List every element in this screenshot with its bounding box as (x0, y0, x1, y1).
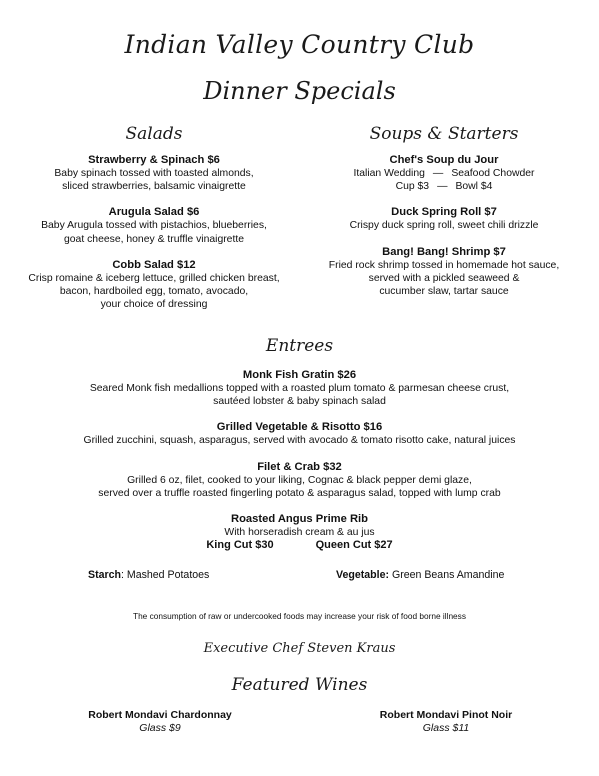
item-desc: served with a pickled seaweed & (368, 272, 520, 284)
item-desc: Crispy duck spring roll, sweet chili drizzle (349, 220, 539, 232)
queen-cut: Queen Cut $27 (315, 539, 393, 552)
menu-item (20, 460, 579, 500)
menu-title: Dinner Specials (203, 77, 396, 105)
menu-item (20, 153, 288, 193)
item-desc: Baby spinach tossed with toasted almonds, (54, 168, 254, 179)
item-desc: served over a truffle roasted fingerling potato & asparagus salad, topped with lump crab (98, 487, 501, 499)
starch-value: Mashed Potatoes (126, 569, 210, 581)
dash: — (432, 168, 444, 179)
entrees-list (20, 368, 579, 564)
item-name: Filet & Crab $32 (257, 460, 342, 473)
starch-colon: : (120, 569, 124, 581)
soup-price: Bowl $4 (455, 181, 493, 193)
starch-line (88, 569, 209, 582)
entrees-heading: Entrees (265, 336, 334, 356)
executive-chef: Executive Chef Steven Kraus (203, 641, 396, 656)
king-cut: King Cut $30 (206, 539, 274, 552)
wine-item (346, 709, 546, 735)
menu-item (305, 153, 583, 193)
item-name: Bang! Bang! Shrimp $7 (382, 245, 506, 258)
soups-heading: Soups & Starters (369, 124, 519, 144)
menu-item (20, 205, 288, 245)
vegetable-value: Green Beans Amandine (391, 569, 505, 581)
salads-heading: Salads (125, 124, 183, 144)
soup-options (305, 167, 583, 180)
menu-item (20, 258, 288, 312)
item-desc: sautéed lobster & baby spinach salad (213, 396, 386, 408)
item-desc: cucumber slaw, tartar sauce (379, 286, 509, 298)
item-name: Arugula Salad $6 (108, 206, 200, 219)
item-desc: goat cheese, honey & truffle vinaigrette (63, 233, 245, 245)
dash: — (437, 181, 448, 193)
menu-item (305, 205, 583, 232)
vegetable-line (336, 569, 504, 582)
soups-list (305, 153, 583, 310)
prime-rib-cuts (20, 539, 579, 552)
wine-glass-price: Glass $11 (422, 722, 470, 734)
menu-item (20, 512, 579, 552)
item-desc: Seared Monk fish medallions topped with a roasted plum tomato & parmesan cheese crust, (89, 383, 510, 394)
club-name: Indian Valley Country Club (124, 30, 475, 59)
item-desc: your choice of dressing (100, 299, 208, 311)
item-name: Cobb Salad $12 (112, 258, 196, 271)
soup-prices (305, 180, 583, 193)
item-desc: Crisp romaine & iceberg lettuce, grilled chicken breast, (28, 272, 280, 284)
disclaimer: The consumption of raw or undercooked foods may increase your risk of food borne illness (133, 611, 466, 621)
item-desc: Fried rock shrimp tossed in homemade hot sauce, (328, 259, 560, 271)
item-desc: sliced strawberries, balsamic vinaigrette (62, 181, 246, 193)
item-desc: Baby Arugula tossed with pistachios, blueberries, (41, 220, 267, 232)
wine-item (60, 709, 260, 735)
item-name: Monk Fish Gratin $26 (242, 369, 357, 381)
menu-item (20, 368, 579, 408)
starch-label: Starch (88, 569, 121, 581)
item-name: Chef's Soup du Jour (389, 154, 499, 166)
soup-price: Cup $3 (395, 181, 430, 193)
menu-item (20, 420, 579, 447)
salads-list (20, 153, 288, 323)
item-desc: bacon, hardboiled egg, tomato, avocado, (59, 286, 249, 298)
wine-glass-price: Glass $9 (139, 722, 181, 734)
wine-name: Robert Mondavi Chardonnay (88, 709, 232, 721)
item-name: Strawberry & Spinach $6 (88, 154, 220, 166)
soup-option: Italian Wedding (353, 168, 425, 179)
item-name: Roasted Angus Prime Rib (231, 513, 368, 526)
menu-item (305, 245, 583, 299)
vegetable-label: Vegetable: (336, 569, 389, 581)
wine-name: Robert Mondavi Pinot Noir (379, 709, 513, 721)
soup-option: Seafood Chowder (451, 168, 535, 179)
item-name: Duck Spring Roll $7 (391, 206, 497, 219)
item-desc: Grilled zucchini, squash, asparagus, served with avocado & tomato risotto cake, natural juices (83, 435, 516, 447)
wines-heading: Featured Wines (231, 675, 368, 695)
item-desc: With horseradish cream & au jus (224, 527, 375, 539)
item-desc: Grilled 6 oz, filet, cooked to your liking, Cognac & black pepper demi glaze, (127, 474, 472, 486)
item-name: Grilled Vegetable & Risotto $16 (216, 421, 383, 434)
